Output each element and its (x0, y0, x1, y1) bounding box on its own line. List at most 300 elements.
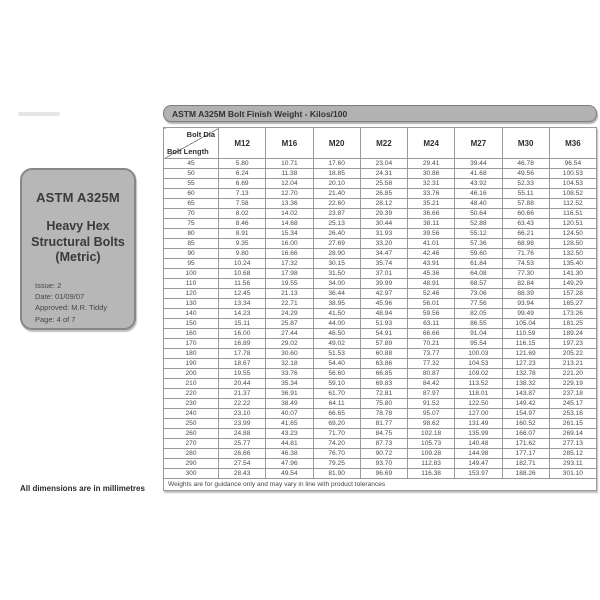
weight-cell: 64.08 (455, 269, 502, 279)
weight-cell: 39.44 (455, 159, 502, 169)
table-header-row (164, 128, 597, 159)
dimensions-note: All dimensions are in millimetres (20, 484, 145, 493)
weight-cell: 81.90 (313, 469, 360, 479)
weight-cell: 17.98 (266, 269, 313, 279)
table-row (164, 249, 597, 259)
weight-cell: 31.93 (360, 229, 407, 239)
weight-cell: 149.47 (455, 459, 502, 469)
weight-cell: 12.04 (266, 179, 313, 189)
weight-cell: 25.77 (219, 439, 266, 449)
table-row (164, 219, 597, 229)
weight-cell: 19.55 (266, 279, 313, 289)
weight-cell: 80.87 (408, 369, 455, 379)
weight-cell: 100.03 (455, 349, 502, 359)
table-row (164, 309, 597, 319)
bolt-length-cell: 190 (164, 359, 219, 369)
bolt-weight-table (163, 127, 597, 491)
weight-cell: 60.66 (502, 209, 549, 219)
weight-cell: 51.53 (313, 349, 360, 359)
weight-cell: 153.97 (455, 469, 502, 479)
weight-cell: 157.28 (549, 289, 596, 299)
weight-cell: 56.01 (408, 299, 455, 309)
weight-cell: 108.52 (549, 189, 596, 199)
bolt-length-cell: 170 (164, 339, 219, 349)
bolt-length-cell: 210 (164, 379, 219, 389)
table-row (164, 369, 597, 379)
weight-cell: 74.53 (502, 259, 549, 269)
weight-cell: 17.32 (266, 259, 313, 269)
weight-cell: 173.26 (549, 309, 596, 319)
weight-cell: 95.07 (408, 409, 455, 419)
weight-cell: 96.69 (360, 469, 407, 479)
weight-cell: 68.98 (502, 239, 549, 249)
weight-cell: 61.70 (313, 389, 360, 399)
weight-cell: 213.21 (549, 359, 596, 369)
weight-cell: 66.21 (502, 229, 549, 239)
weight-cell: 13.36 (266, 199, 313, 209)
weight-cell: 52.46 (408, 289, 455, 299)
weight-cell: 91.52 (408, 399, 455, 409)
weight-cell: 29.39 (360, 209, 407, 219)
weight-cell: 50.64 (455, 209, 502, 219)
weight-cell: 73.77 (408, 349, 455, 359)
weight-cell: 84.42 (408, 379, 455, 389)
weight-cell: 205.22 (549, 349, 596, 359)
document-info-panel (20, 168, 136, 330)
weight-cell: 73.06 (455, 289, 502, 299)
weight-cell: 6.24 (219, 169, 266, 179)
weight-cell: 23.87 (313, 209, 360, 219)
weight-cell: 82.84 (502, 279, 549, 289)
weight-cell: 27.69 (313, 239, 360, 249)
weight-cell: 143.87 (502, 389, 549, 399)
weight-cell: 128.50 (549, 239, 596, 249)
weight-cell: 8.46 (219, 219, 266, 229)
table-row (164, 159, 597, 169)
table-row (164, 469, 597, 479)
date-line: Date: 01/09/07 (35, 292, 85, 302)
weight-cell: 63.11 (408, 319, 455, 329)
weight-cell: 7.58 (219, 199, 266, 209)
bolt-length-cell: 95 (164, 259, 219, 269)
weight-cell: 144.98 (455, 449, 502, 459)
column-header: M16 (266, 128, 313, 159)
weight-cell: 30.60 (266, 349, 313, 359)
weight-cell: 86.55 (455, 319, 502, 329)
weight-cell: 55.11 (502, 189, 549, 199)
weight-cell: 35.74 (360, 259, 407, 269)
weight-cell: 15.11 (219, 319, 266, 329)
weight-cell: 6.69 (219, 179, 266, 189)
weight-cell: 112.52 (549, 199, 596, 209)
bolt-length-cell: 140 (164, 309, 219, 319)
weight-cell: 285.12 (549, 449, 596, 459)
weight-cell: 10.68 (219, 269, 266, 279)
weight-cell: 188.26 (502, 469, 549, 479)
weight-cell: 124.50 (549, 229, 596, 239)
weight-cell: 118.01 (455, 389, 502, 399)
weight-cell: 36.91 (266, 389, 313, 399)
weight-cell: 12.45 (219, 289, 266, 299)
weight-cell: 7.13 (219, 189, 266, 199)
weight-cell: 189.24 (549, 329, 596, 339)
column-header: M24 (408, 128, 455, 159)
weight-cell: 77.30 (502, 269, 549, 279)
weight-cell: 5.80 (219, 159, 266, 169)
table-row (164, 259, 597, 269)
weight-cell: 14.68 (266, 219, 313, 229)
issue-line: Issue: 2 (35, 280, 62, 290)
weight-cell: 141.30 (549, 269, 596, 279)
weight-cell: 33.76 (408, 189, 455, 199)
document-meta (35, 280, 134, 325)
weight-cell: 30.15 (313, 259, 360, 269)
bolt-length-cell: 60 (164, 189, 219, 199)
weight-cell: 69.83 (360, 379, 407, 389)
column-header: M30 (502, 128, 549, 159)
weight-cell: 16.00 (219, 329, 266, 339)
weight-cell: 29.41 (408, 159, 455, 169)
weight-cell: 78.78 (360, 409, 407, 419)
weight-cell: 9.35 (219, 239, 266, 249)
weight-cell: 34.00 (313, 279, 360, 289)
bolt-length-cell: 130 (164, 299, 219, 309)
table-row (164, 339, 597, 349)
bolt-length-cell: 110 (164, 279, 219, 289)
weight-cell: 14.23 (219, 309, 266, 319)
table-row (164, 389, 597, 399)
weight-cell: 110.59 (502, 329, 549, 339)
weight-cell: 13.34 (219, 299, 266, 309)
weight-cell: 55.12 (455, 229, 502, 239)
table-row (164, 169, 597, 179)
corner-header-cell (164, 128, 219, 159)
weight-cell: 41.68 (455, 169, 502, 179)
bolt-length-label: Bolt Length (167, 147, 209, 156)
weight-cell: 44.00 (313, 319, 360, 329)
weight-cell: 54.91 (360, 329, 407, 339)
weight-table-body (164, 159, 597, 479)
table-row (164, 419, 597, 429)
weight-cell: 301.10 (549, 469, 596, 479)
table-row (164, 439, 597, 449)
weight-cell: 26.40 (313, 229, 360, 239)
weight-cell: 30.86 (408, 169, 455, 179)
weight-cell: 17.78 (219, 349, 266, 359)
weight-cell: 23.99 (219, 419, 266, 429)
table-row (164, 279, 597, 289)
weight-cell: 11.56 (219, 279, 266, 289)
weight-cell: 105.73 (408, 439, 455, 449)
weight-cell: 29.02 (266, 339, 313, 349)
bolt-length-cell: 45 (164, 159, 219, 169)
weight-cell: 38.49 (266, 399, 313, 409)
weight-cell: 25.87 (266, 319, 313, 329)
bolt-length-cell: 90 (164, 249, 219, 259)
bolt-length-cell: 50 (164, 169, 219, 179)
weight-cell: 116.38 (408, 469, 455, 479)
bolt-length-cell: 75 (164, 219, 219, 229)
table-row (164, 199, 597, 209)
weight-table-section (163, 105, 597, 491)
weight-cell: 140.48 (455, 439, 502, 449)
weight-cell: 171.62 (502, 439, 549, 449)
scan-artifact (18, 112, 60, 116)
weight-cell: 20.10 (313, 179, 360, 189)
weight-cell: 66.66 (408, 329, 455, 339)
spec-subtitle (22, 219, 134, 266)
weight-cell: 45.36 (408, 269, 455, 279)
spec-subtitle-line: (Metric) (55, 250, 101, 265)
weight-cell: 20.44 (219, 379, 266, 389)
weight-cell: 49.54 (266, 469, 313, 479)
weight-cell: 84.75 (360, 429, 407, 439)
weight-cell: 71.70 (313, 429, 360, 439)
weight-cell: 135.99 (455, 429, 502, 439)
weight-cell: 82.05 (455, 309, 502, 319)
weight-cell: 49.02 (313, 339, 360, 349)
weight-cell: 43.23 (266, 429, 313, 439)
weight-cell: 16.00 (266, 239, 313, 249)
weight-cell: 66.65 (313, 409, 360, 419)
weight-cell: 31.50 (313, 269, 360, 279)
weight-cell: 237.18 (549, 389, 596, 399)
table-note-row (164, 479, 597, 491)
table-row (164, 239, 597, 249)
weight-cell: 14.02 (266, 209, 313, 219)
weight-cell: 33.76 (266, 369, 313, 379)
weight-cell: 72.81 (360, 389, 407, 399)
weight-cell: 11.38 (266, 169, 313, 179)
weight-cell: 120.51 (549, 219, 596, 229)
spec-subtitle-line: Heavy Hex (46, 219, 110, 233)
weight-cell: 69.20 (313, 419, 360, 429)
weight-cell: 61.84 (455, 259, 502, 269)
weight-cell: 23.04 (360, 159, 407, 169)
table-row (164, 329, 597, 339)
weight-cell: 28.43 (219, 469, 266, 479)
weight-cell: 121.69 (502, 349, 549, 359)
weight-cell: 104.53 (455, 359, 502, 369)
weight-cell: 9.80 (219, 249, 266, 259)
weight-cell: 70.21 (408, 339, 455, 349)
table-row (164, 299, 597, 309)
table-row (164, 289, 597, 299)
table-row (164, 209, 597, 219)
weight-cell: 10.24 (219, 259, 266, 269)
bolt-length-cell: 85 (164, 239, 219, 249)
bolt-length-cell: 55 (164, 179, 219, 189)
weight-cell: 269.14 (549, 429, 596, 439)
weight-cell: 135.40 (549, 259, 596, 269)
weight-cell: 38.11 (408, 219, 455, 229)
weight-cell: 261.15 (549, 419, 596, 429)
weight-cell: 46.38 (266, 449, 313, 459)
weight-cell: 10.71 (266, 159, 313, 169)
table-row (164, 229, 597, 239)
weight-cell: 81.77 (360, 419, 407, 429)
weight-cell: 245.17 (549, 399, 596, 409)
weight-cell: 43.92 (455, 179, 502, 189)
weight-cell: 104.53 (549, 179, 596, 189)
weight-cell: 253.16 (549, 409, 596, 419)
bolt-length-cell: 260 (164, 429, 219, 439)
weight-cell: 28.90 (313, 249, 360, 259)
weight-cell: 38.95 (313, 299, 360, 309)
weight-cell: 26.66 (219, 449, 266, 459)
weight-cell: 60.88 (360, 349, 407, 359)
weight-cell: 27.44 (266, 329, 313, 339)
weight-cell: 100.53 (549, 169, 596, 179)
weight-cell: 154.97 (502, 409, 549, 419)
weight-cell: 87.97 (408, 389, 455, 399)
bolt-length-cell: 180 (164, 349, 219, 359)
table-row (164, 429, 597, 439)
column-header: M22 (360, 128, 407, 159)
weight-cell: 132.78 (502, 369, 549, 379)
table-title: ASTM A325M Bolt Finish Weight - Kilos/100 (163, 105, 597, 122)
weight-cell: 35.21 (408, 199, 455, 209)
weight-cell: 293.11 (549, 459, 596, 469)
weight-cell: 36.66 (408, 209, 455, 219)
weight-cell: 41.50 (313, 309, 360, 319)
table-row (164, 179, 597, 189)
weight-cell: 109.28 (408, 449, 455, 459)
weight-cell: 17.60 (313, 159, 360, 169)
weight-cell: 21.40 (313, 189, 360, 199)
weight-cell: 48.40 (455, 199, 502, 209)
bolt-length-cell: 280 (164, 449, 219, 459)
bolt-length-cell: 150 (164, 319, 219, 329)
weight-cell: 182.71 (502, 459, 549, 469)
weight-cell: 71.76 (502, 249, 549, 259)
weight-cell: 160.52 (502, 419, 549, 429)
table-row (164, 319, 597, 329)
bolt-length-cell: 250 (164, 419, 219, 429)
weight-cell: 8.02 (219, 209, 266, 219)
weight-cell: 16.66 (266, 249, 313, 259)
weight-cell: 177.17 (502, 449, 549, 459)
weight-cell: 74.20 (313, 439, 360, 449)
weight-cell: 132.50 (549, 249, 596, 259)
weight-cell: 96.54 (549, 159, 596, 169)
weight-cell: 26.85 (360, 189, 407, 199)
weight-cell: 36.44 (313, 289, 360, 299)
page-line: Page: 4 of 7 (35, 314, 76, 324)
weight-cell: 30.44 (360, 219, 407, 229)
weight-cell: 47.96 (266, 459, 313, 469)
weight-cell: 76.70 (313, 449, 360, 459)
weight-cell: 116.15 (502, 339, 549, 349)
weight-cell: 63.86 (360, 359, 407, 369)
weight-cell: 116.51 (549, 209, 596, 219)
table-row (164, 349, 597, 359)
weight-cell: 90.72 (360, 449, 407, 459)
weight-cell: 49.56 (502, 169, 549, 179)
bolt-length-cell: 200 (164, 369, 219, 379)
bolt-length-cell: 160 (164, 329, 219, 339)
weight-cell: 77.56 (455, 299, 502, 309)
weight-cell: 46.50 (313, 329, 360, 339)
weight-cell: 45.96 (360, 299, 407, 309)
weight-cell: 48.91 (408, 279, 455, 289)
weight-cell: 23.10 (219, 409, 266, 419)
weight-cell: 16.89 (219, 339, 266, 349)
bolt-length-cell: 80 (164, 229, 219, 239)
bolt-length-cell: 230 (164, 399, 219, 409)
weight-cell: 59.56 (408, 309, 455, 319)
weight-cell: 93.70 (360, 459, 407, 469)
weight-cell: 229.19 (549, 379, 596, 389)
weight-cell: 21.13 (266, 289, 313, 299)
weight-cell: 41.01 (408, 239, 455, 249)
weight-cell: 63.43 (502, 219, 549, 229)
weight-cell: 79.25 (313, 459, 360, 469)
weight-cell: 112.83 (408, 459, 455, 469)
weight-cell: 54.40 (313, 359, 360, 369)
weight-cell: 15.34 (266, 229, 313, 239)
weight-cell: 88.39 (502, 289, 549, 299)
column-header: M12 (219, 128, 266, 159)
table-row (164, 399, 597, 409)
weight-cell: 40.07 (266, 409, 313, 419)
weight-cell: 18.85 (313, 169, 360, 179)
table-row (164, 189, 597, 199)
weight-cell: 24.29 (266, 309, 313, 319)
weight-cell: 35.34 (266, 379, 313, 389)
weight-cell: 42.97 (360, 289, 407, 299)
table-row (164, 449, 597, 459)
column-header: M36 (549, 128, 596, 159)
weight-cell: 59.10 (313, 379, 360, 389)
weight-cell: 41.65 (266, 419, 313, 429)
weight-cell: 105.04 (502, 319, 549, 329)
bolt-length-cell: 120 (164, 289, 219, 299)
bolt-length-cell: 220 (164, 389, 219, 399)
bolt-length-cell: 70 (164, 209, 219, 219)
weight-cell: 8.91 (219, 229, 266, 239)
weight-cell: 113.52 (455, 379, 502, 389)
weight-cell: 32.18 (266, 359, 313, 369)
weight-cell: 19.55 (219, 369, 266, 379)
bolt-length-cell: 270 (164, 439, 219, 449)
weight-cell: 57.89 (360, 339, 407, 349)
weight-cell: 28.12 (360, 199, 407, 209)
weight-cell: 166.07 (502, 429, 549, 439)
weight-cell: 24.31 (360, 169, 407, 179)
weight-cell: 24.88 (219, 429, 266, 439)
weight-cell: 99.49 (502, 309, 549, 319)
weight-cell: 131.49 (455, 419, 502, 429)
weight-cell: 197.23 (549, 339, 596, 349)
bolt-length-cell: 290 (164, 459, 219, 469)
weight-cell: 57.36 (455, 239, 502, 249)
spec-title: ASTM A325M (36, 190, 120, 205)
guidance-note: Weights are for guidance only and may vary in line with product tolerances (164, 479, 597, 491)
weight-cell: 12.70 (266, 189, 313, 199)
weight-cell: 91.04 (455, 329, 502, 339)
weight-cell: 127.00 (455, 409, 502, 419)
table-row (164, 379, 597, 389)
weight-cell: 93.94 (502, 299, 549, 309)
weight-cell: 39.99 (360, 279, 407, 289)
weight-cell: 42.46 (408, 249, 455, 259)
table-row (164, 269, 597, 279)
weight-cell: 27.54 (219, 459, 266, 469)
weight-cell: 98.62 (408, 419, 455, 429)
weight-cell: 22.60 (313, 199, 360, 209)
weight-cell: 221.20 (549, 369, 596, 379)
